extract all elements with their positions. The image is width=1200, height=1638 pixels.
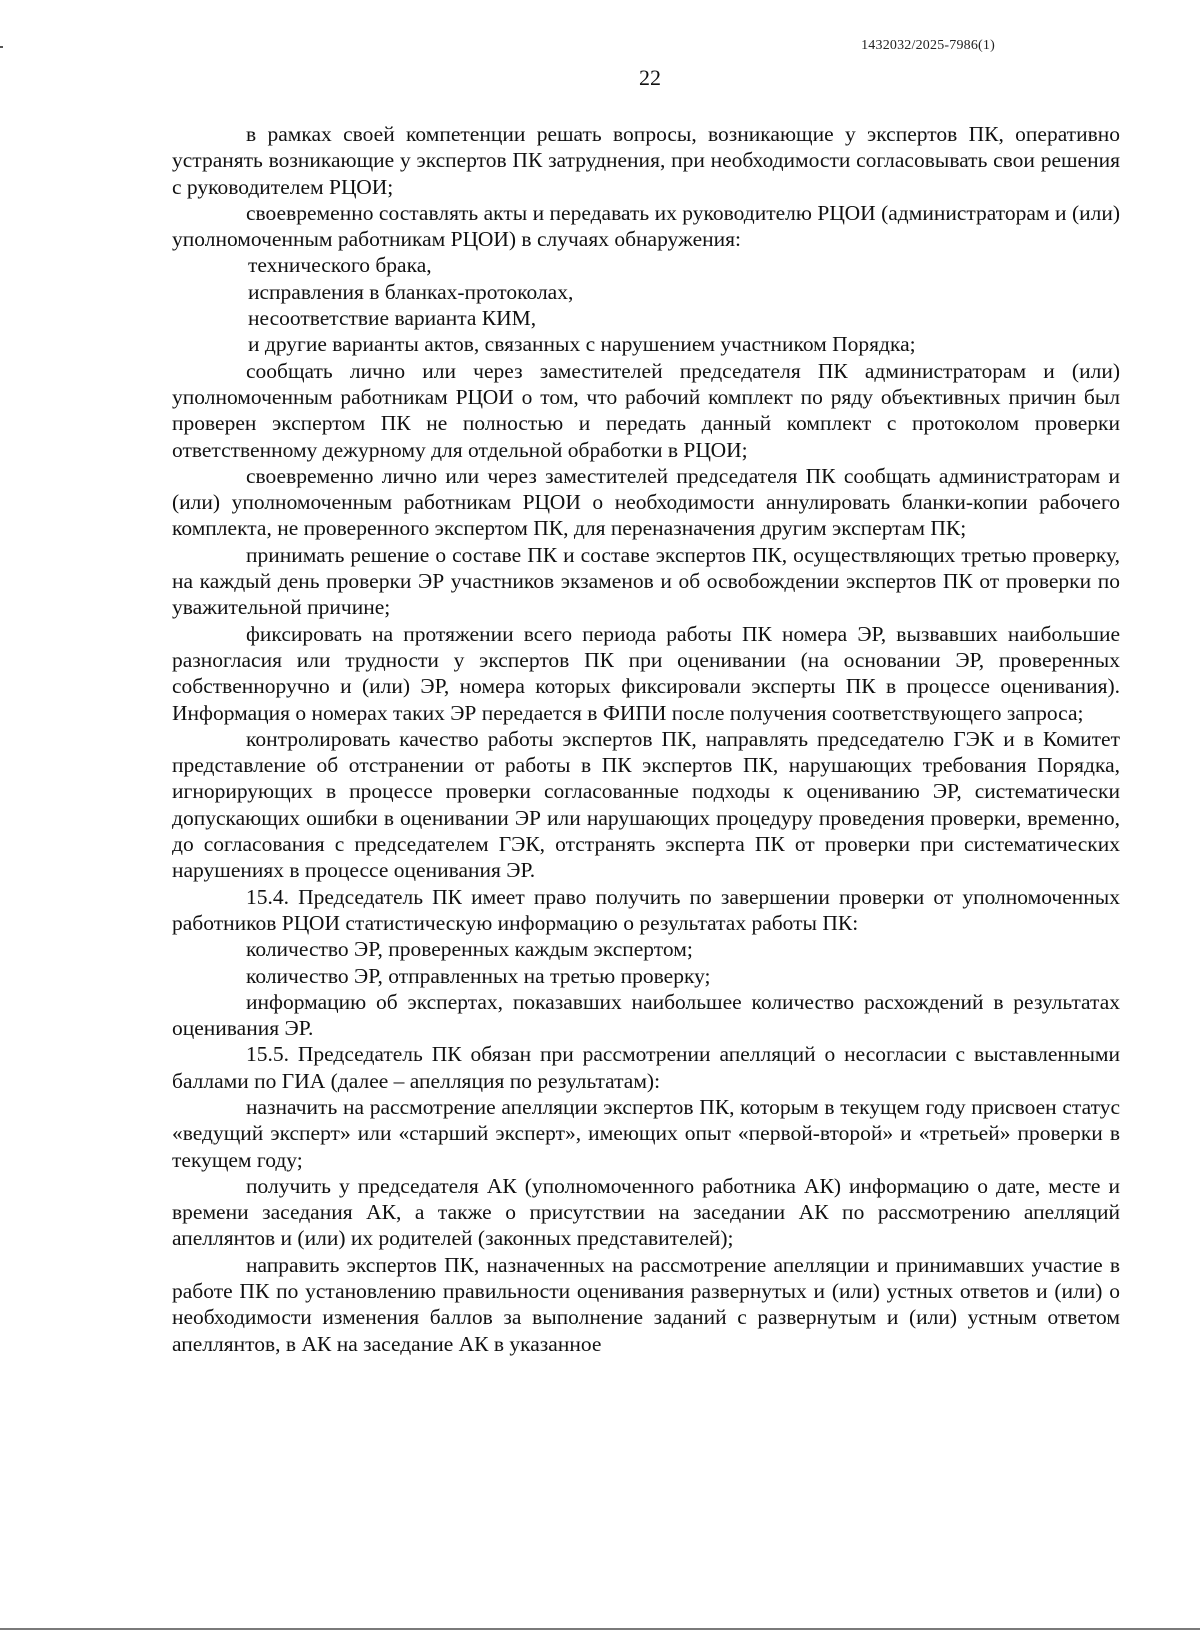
paragraph: назначить на рассмотрение апелляции экспертов ПК, которым в текущем году присвоен статус «ведущий эксперт» или «старший эксперт», имеющих опыт «первой-второй» и «третьей» проверки в текущем году; [172,1094,1120,1172]
paragraph-section-15-5: 15.5. Председатель ПК обязан при рассмотрении апелляций о несогласии с выставленными баллами по ГИА (далее – апелляция по результатам): [172,1042,1120,1093]
paragraph: принимать решение о составе ПК и составе экспертов ПК, осуществляющих третью проверку, на каждый день проверки ЭР участников экзаменов и об освобождении экспертов ПК от проверки по уважительной причине; [172,542,1120,620]
bottom-divider [0,1628,1200,1630]
list-item: технического брака, [248,253,432,278]
edge-mark [0,46,3,48]
paragraph: контролировать качество работы экспертов ПК, направлять председателю ГЭК и в Комитет представление об отстранении от работы в ПК экспертов ПК, нарушающих требования Порядка, игнорирующих в процессе проверки согласованные подходы к оцениванию ЭР, систематически допускающих ошибки в оценивании ЭР или нарушающих процедуру проведения проверки, временно, до согласования с председателем ГЭК, отстранять эксперта ПК от проверки при систематических нарушениях в процессе оценивания ЭР. [172,726,1120,883]
paragraph: в рамках своей компетенции решать вопросы, возникающие у экспертов ПК, оперативно устранять возникающие у экспертов ПК затруднения, при необходимости согласовывать свои решения с руководителем РЦОИ; [172,122,1120,199]
paragraph: количество ЭР, проверенных каждым экспертом; [246,937,693,962]
list-item: и другие варианты актов, связанных с нарушением участником Порядка; [248,332,916,357]
list-item: исправления в бланках-протоколах, [248,279,574,304]
document-body [172,121,1120,1357]
paragraph: своевременно лично или через заместителей председателя ПК сообщать администраторам и (или) уполномоченным работникам РЦОИ о необходимости аннулировать бланки-копии рабочего комплекта, не проверенного экспертом ПК, для переназначения другим экспертам ПК; [172,463,1120,541]
paragraph: информацию об экспертах, показавших наибольшее количество расхождений в результатах оценивания ЭР. [172,989,1120,1041]
paragraph: фиксировать на протяжении всего периода работы ПК номера ЭР, вызвавших наибольшие разногласия или трудности у экспертов ПК при оценивании (на основании ЭР, проверенных собственноручно и (или) ЭР, номера которых фиксировали эксперты ПК в процессе оценивания). Информация о номерах таких ЭР передается в ФИПИ после получения соответствующего запроса; [172,621,1120,725]
page-number: 22 [639,65,661,90]
paragraph-section-15-4: 15.4. Председатель ПК имеет право получить по завершении проверки от уполномоченных работников РЦОИ статистическую информацию о результатах работы ПК: [172,884,1120,935]
paragraph: получить у председателя АК (уполномоченного работника АК) информацию о дате, месте и времени заседания АК, а также о присутствии на заседании АК по рассмотрению апелляций апеллянтов и (или) их родителей (законных представителей); [172,1173,1120,1251]
paragraph: своевременно составлять акты и передавать их руководителю РЦОИ (администраторам и (или) уполномоченным работникам РЦОИ) в случаях обнаружения: [172,200,1120,252]
document-registration-number: 1432032/2025-7986(1) [861,38,995,53]
paragraph: направить экспертов ПК, назначенных на рассмотрение апелляции и принимавших участие в работе ПК по установлению правильности оценивания развернутых и (или) устных ответов и (или) о необходимости изменения баллов за выполнение заданий с развернутым и (или) устным ответом апеллянтов, в АК на заседание АК в указанное [172,1252,1120,1356]
paragraph: количество ЭР, отправленных на третью проверку; [246,963,711,988]
list-item: несоответствие варианта КИМ, [248,306,537,331]
paragraph: сообщать лично или через заместителей председателя ПК администраторам и (или) уполномоченным работникам РЦОИ о том, что рабочий комплект по ряду объективных причин был проверен экспертом ПК не полностью и передать данный комплект с протоколом проверки ответственному дежурному для отдельной обработки в РЦОИ; [172,358,1120,462]
